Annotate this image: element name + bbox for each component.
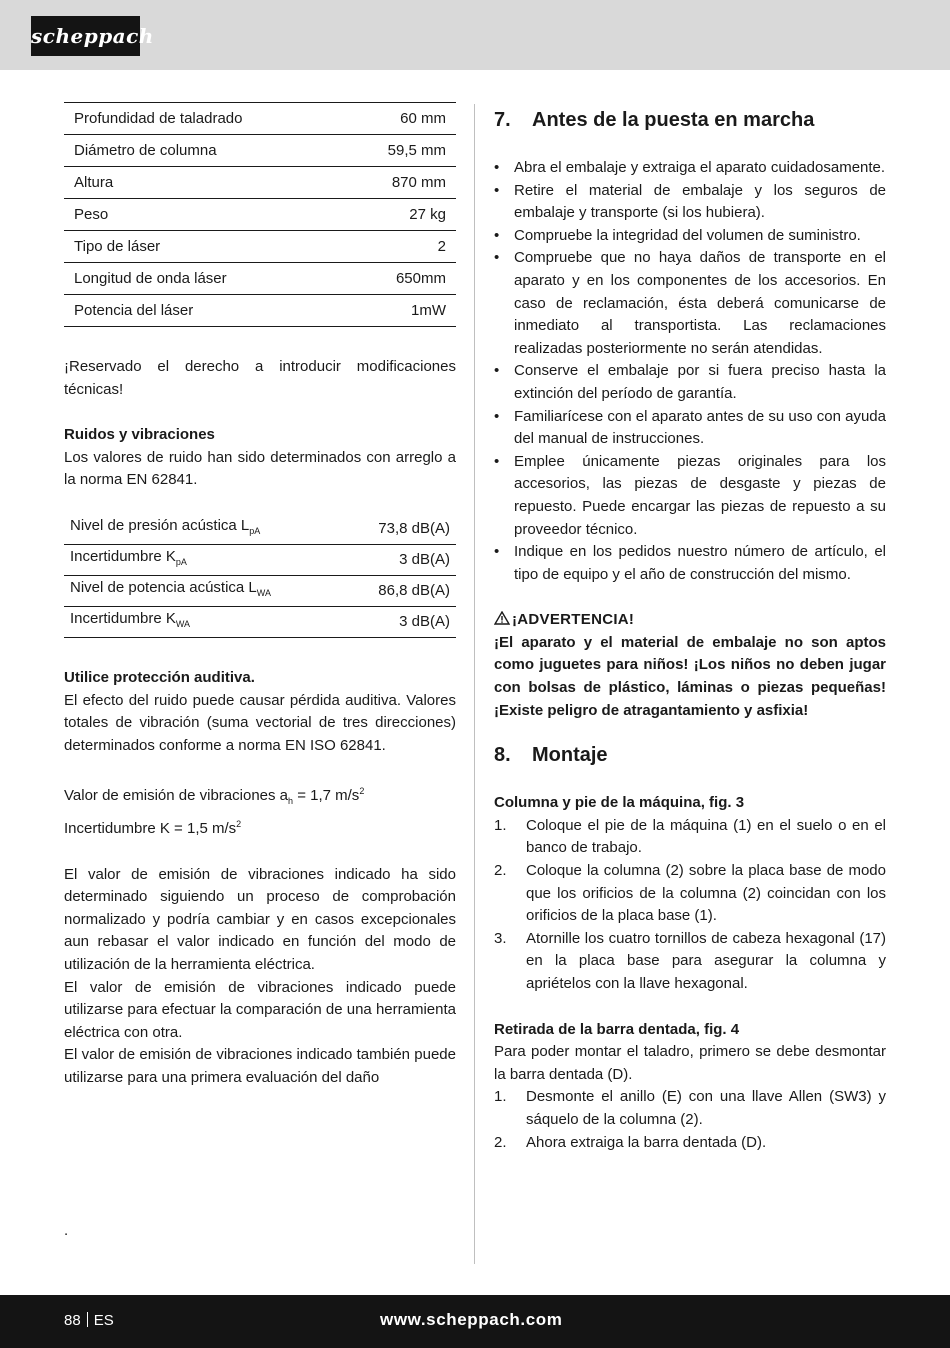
list-item: [494, 928, 886, 996]
spec-label: Longitud de onda láser: [64, 263, 341, 295]
subsection-heading: Retirada de la barra dentada, fig. 4: [494, 1020, 740, 1038]
noise-label: [64, 606, 345, 637]
vibration-value-line: [64, 780, 456, 813]
vib-text: = 1,7 m/s: [293, 787, 360, 805]
warning-title-line: [494, 609, 886, 632]
step-number: 1.: [494, 816, 507, 834]
table-row: [64, 295, 456, 327]
subsection-intro: Para poder montar el taladro, primero se debe desmontar la barra dentada (D).: [494, 1043, 886, 1083]
table-row: [64, 231, 456, 263]
noise-label-text: Nivel de presión acústica L: [70, 517, 250, 535]
table-row: [64, 263, 456, 295]
list-item: • Emplee únicamente piezas originales para los accesorios, las piezas de desgaste y piezas de repuesto. Puede encargar las piezas de repuesto a su proveedor técnico.: [494, 451, 886, 541]
noise-label-text: Incertidumbre K: [70, 610, 176, 628]
noise-value: 3 dB(A): [345, 606, 456, 637]
vibration-paragraph: El valor de emisión de vibraciones indicado puede utilizarse para efectuar la comparación de una herramienta eléctrica con otra.: [64, 978, 456, 1041]
spec-label: Diámetro de columna: [64, 135, 341, 167]
trailing-dot: .: [64, 1222, 69, 1239]
noise-label-sub: pA: [249, 526, 261, 537]
spec-value: 650mm: [341, 263, 456, 295]
vib-sub: h: [288, 796, 294, 807]
spec-label: Peso: [64, 199, 341, 231]
right-column: [494, 102, 886, 1154]
page-footer: [0, 1295, 950, 1348]
step-text: Coloque el pie de la máquina (1) en el suelo o en el banco de trabajo.: [526, 816, 886, 857]
table-row: [64, 544, 456, 575]
list-item: [494, 1086, 886, 1131]
vib-text: Incertidumbre K = 1,5 m/s: [64, 819, 237, 837]
warning-triangle-icon: [494, 611, 510, 625]
list-item: [494, 860, 886, 928]
table-row: [64, 199, 456, 231]
list-item: • Indique en los pedidos nuestro número de artículo, el tipo de equipo y el año de construcción del mismo.: [494, 541, 886, 586]
noise-value: 73,8 dB(A): [345, 514, 456, 545]
spec-table: [64, 102, 456, 327]
section-title: Antes de la puesta en marcha: [532, 109, 815, 131]
setup-bullet-list: [494, 157, 886, 586]
step-text: Ahora extraiga la barra dentada (D).: [526, 1133, 767, 1151]
step-number: 3.: [494, 929, 507, 947]
vibration-uncertainty-line: [64, 813, 456, 841]
vibration-paragraph: El valor de emisión de vibraciones indicado también puede utilizarse para una primera evaluación del daño: [64, 1046, 456, 1086]
list-item: • Compruebe la integridad del volumen de suministro.: [494, 225, 886, 248]
page-header: [0, 0, 950, 70]
noise-label-text: Incertidumbre K: [70, 548, 176, 566]
left-column: [64, 102, 456, 1089]
spec-value: 870 mm: [341, 167, 456, 199]
noise-value: 86,8 dB(A): [345, 575, 456, 606]
step-number: 1.: [494, 1088, 507, 1106]
noise-label-sub: pA: [175, 557, 187, 568]
step-text: Desmonte el anillo (E) con una llave Allen (SW3) y sáquelo de la columna (2).: [526, 1088, 886, 1128]
list-item: [494, 815, 886, 860]
section-7-heading: [494, 107, 886, 133]
noise-label-sub: WA: [256, 588, 271, 599]
table-row: [64, 606, 456, 637]
spec-value: 60 mm: [341, 103, 456, 135]
website-link[interactable]: www.scheppach.com: [380, 1310, 563, 1329]
noise-label: [64, 544, 345, 575]
section-8-heading: [494, 742, 886, 768]
hearing-heading: Utilice protección auditiva.: [64, 668, 255, 686]
warning-text: ¡El aparato y el material de embalaje no son aptos como juguetes para niños! ¡Los niños no deben jugar con bolsas de plástico, láminas o piezas pequeñas! ¡Existe peligro de atragantamiento y asfixia!: [494, 633, 886, 719]
vibration-paragraph: El valor de emisión de vibraciones indicado ha sido determinado siguiendo un proceso de comprobación normalizado y podría cambiar y en casos excepcionales aun rebasar el valor indicado en función del modo de utilización de la herramienta eléctrica.: [64, 865, 456, 973]
list-item: • Conserve el embalaje por si fuera preciso hasta la extinción del período de garantía.: [494, 360, 886, 405]
table-row: [64, 167, 456, 199]
step-text: Coloque la columna (2) sobre la placa base de modo que los orificios de la columna (2) coincidan con los orificios de la placa base (1).: [526, 862, 886, 925]
list-item: • Familiarícese con el aparato antes de su uso con ayuda del manual de instrucciones.: [494, 406, 886, 451]
spec-value: 59,5 mm: [341, 135, 456, 167]
column-divider: [474, 104, 475, 1264]
page-number-group: [64, 1311, 114, 1331]
noise-label: [64, 575, 345, 606]
spec-label: Altura: [64, 167, 341, 199]
spec-value: 2: [341, 231, 456, 263]
table-row: [64, 514, 456, 545]
footer-separator: [87, 1312, 88, 1327]
vib-sup: 2: [236, 818, 242, 829]
list-item: • Compruebe que no haya daños de transporte en el aparato y en los componentes de los accesorios. En caso de reclamación, ésta deberá comunicarse de inmediato al transportista. Las reclamaciones realizadas posteriormente no serán atendidas.: [494, 247, 886, 360]
noise-heading: Ruidos y vibraciones: [64, 426, 215, 444]
subsection-heading: Columna y pie de la máquina, fig. 3: [494, 794, 745, 812]
vib-sup: 2: [359, 786, 365, 797]
step-number: 2.: [494, 1133, 507, 1151]
reserved-note: ¡Reservado el derecho a introducir modificaciones técnicas!: [64, 358, 456, 398]
noise-table: [64, 514, 456, 638]
language-code: ES: [93, 1312, 114, 1329]
noise-value: 3 dB(A): [345, 544, 456, 575]
spec-label: Tipo de láser: [64, 231, 341, 263]
spec-value: 27 kg: [341, 199, 456, 231]
assembly-steps: [494, 815, 886, 996]
scheppach-logo: scheppach: [31, 16, 140, 56]
hearing-text: El efecto del ruido puede causar pérdida auditiva. Valores totales de vibración (suma vectorial de tres direcciones) determinados conforme a norma EN ISO 62841.: [64, 691, 456, 754]
rack-removal-steps: [494, 1086, 886, 1154]
section-title: Montaje: [532, 744, 608, 767]
warning-title: ¡ADVERTENCIA!: [512, 611, 635, 629]
step-text: Atornille los cuatro tornillos de cabeza hexagonal (17) en la placa base para asegurar la columna y apriételos con la llave hexagonal.: [526, 929, 886, 992]
section-number: 8.: [494, 744, 511, 767]
spec-label: Profundidad de taladrado: [64, 103, 341, 135]
page-number: 88: [64, 1312, 81, 1329]
noise-intro: Los valores de ruido han sido determinados con arreglo a la norma EN 62841.: [64, 448, 456, 489]
list-item: [494, 1132, 886, 1155]
spec-label: Potencia del láser: [64, 295, 341, 327]
table-row: [64, 575, 456, 606]
noise-label-text: Nivel de potencia acústica L: [70, 579, 257, 597]
table-row: [64, 103, 456, 135]
noise-label-sub: WA: [175, 619, 191, 630]
noise-label: [64, 514, 345, 545]
list-item: • Retire el material de embalaje y los seguros de embalaje y transporte (si los hubiera).: [494, 180, 886, 225]
list-item: • Abra el embalaje y extraiga el aparato cuidadosamente.: [494, 157, 886, 180]
table-row: [64, 135, 456, 167]
step-number: 2.: [494, 862, 507, 880]
vib-text: Valor de emisión de vibraciones a: [64, 787, 289, 805]
section-number: 7.: [494, 109, 511, 131]
spec-value: 1mW: [341, 295, 456, 327]
